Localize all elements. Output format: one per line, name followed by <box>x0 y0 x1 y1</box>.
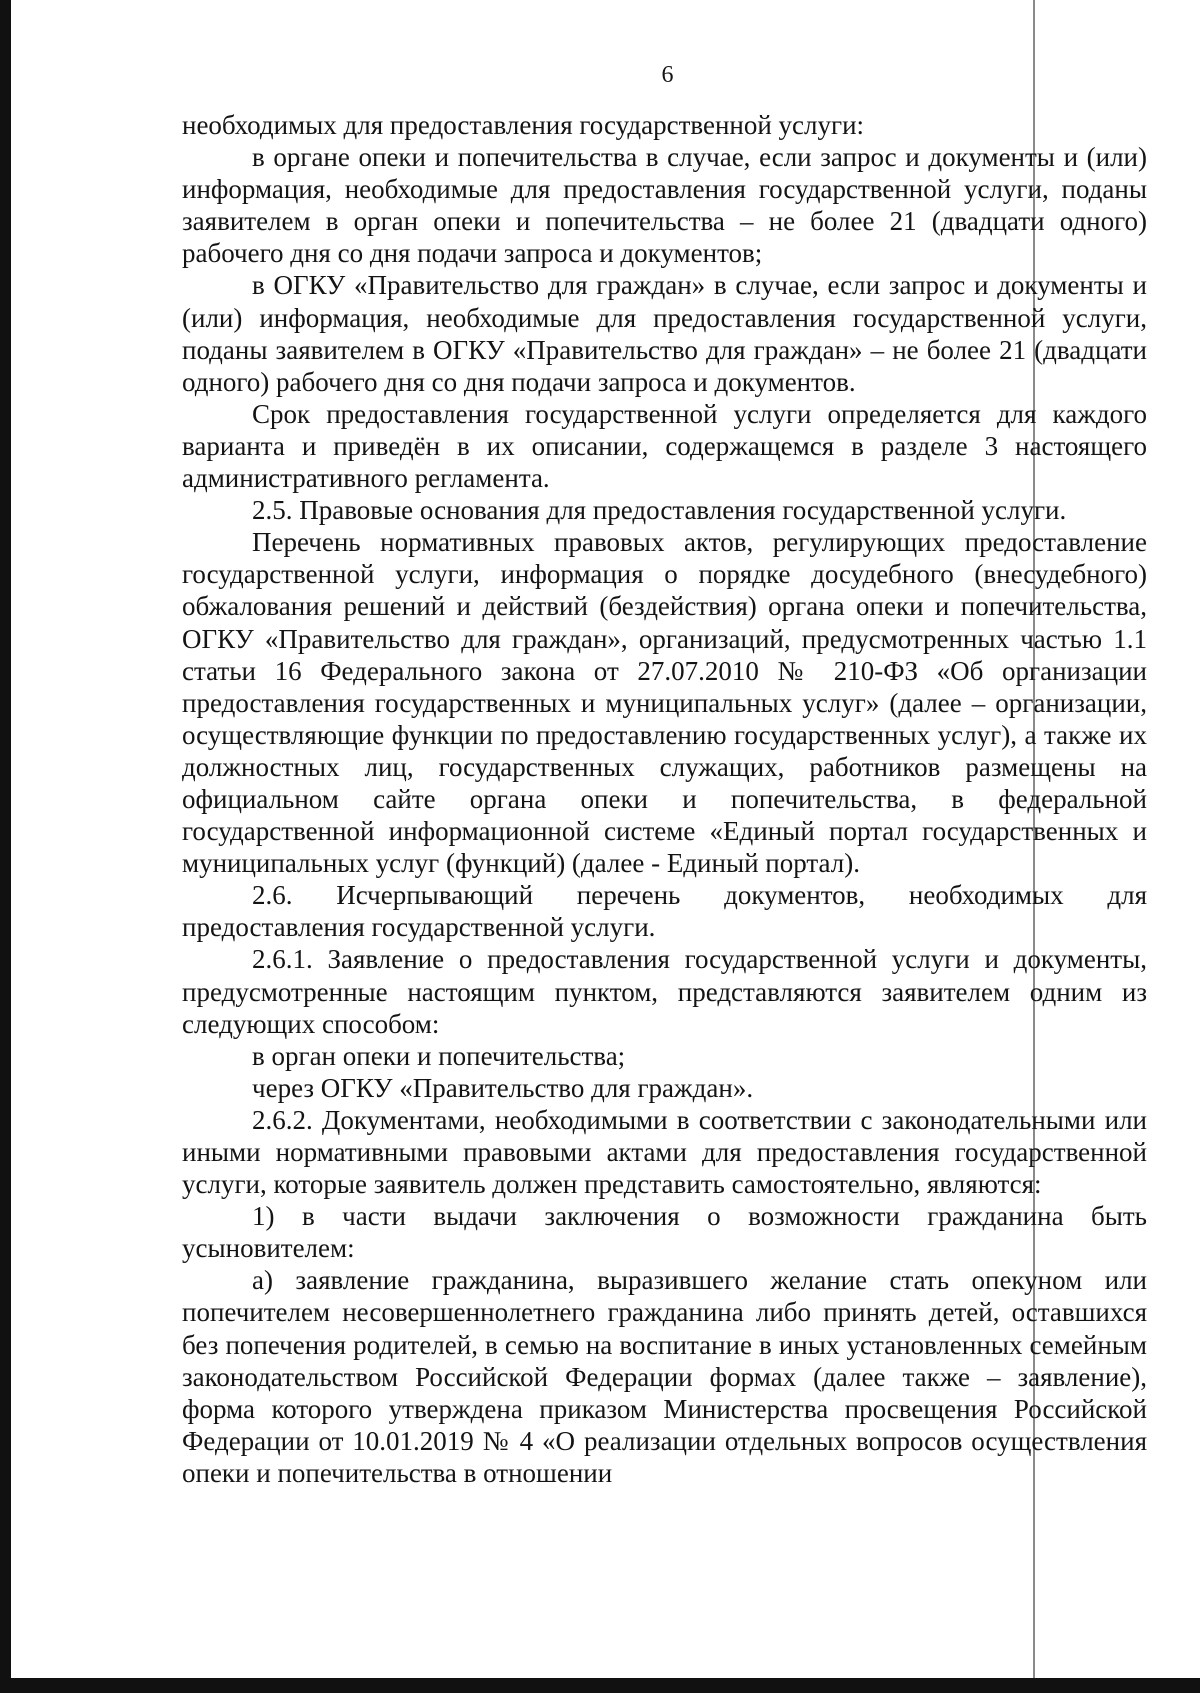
list-item: в орган опеки и попечительства; <box>252 1040 626 1071</box>
section-heading: 2.5. Правовые основания для предоставления государственной услуги. <box>252 495 1067 526</box>
page-number: 6 <box>661 62 674 88</box>
list-item: через ОГКУ «Правительство для граждан». <box>252 1072 754 1103</box>
paragraph-continuation: необходимых для предоставления государственной услуги: <box>182 110 865 140</box>
document-body <box>182 109 1147 1489</box>
list-item: а) заявление гражданина, выразившего желание стать опекуном или попечителем несовершеннолетнего гражданина либо принять детей, оставшихся без попечения родителей, в семью на воспитание в иных установленных семейным законодательством Российской Федерации формах (далее также – заявление), форма которого утверждена приказом Министерства просвещения Российской Федерации от 10.01.2019 № 4 «О реализации отдельных вопросов осуществления опеки и попечительства в отношении <box>182 1265 1147 1488</box>
paragraph: в органе опеки и попечительства в случае, если запрос и документы и (или) информация, необходимые для предоставления государственной услуги, поданы заявителем в орган опеки и попечительства – не более 21 (двадцати одного) рабочего дня со дня подачи запроса и документов; <box>182 142 1147 269</box>
paragraph: 2.6.1. Заявление о предоставления государственной услуги и документы, предусмотренные настоящим пунктом, представляются заявителем одним из следующих способом: <box>182 944 1147 1039</box>
paragraph: в ОГКУ «Правительство для граждан» в случае, если запрос и документы и (или) информация, необходимые для предоставления государственной услуги, поданы заявителем в ОГКУ «Правительство для граждан» – не более 21 (двадцати одного) рабочего дня со дня подачи запроса и документов. <box>182 270 1147 397</box>
paragraph: 2.6.2. Документами, необходимыми в соответствии с законодательными или иными нормативными правовыми актами для предоставления государственной услуги, которые заявитель должен представить самостоятельно, являются: <box>182 1104 1147 1200</box>
scan-border-bottom <box>0 1678 1200 1693</box>
paragraph: Перечень нормативных правовых актов, регулирующих предоставление государственной услуги, информация о порядке досудебного (внесудебного) обжалования решений и действий (бездействия) органа опеки и попечительства, ОГКУ «Правительство для граждан», организаций, предусмотренных частью 1.1 статьи 16 Федерального закона от 27.07.2010 № 210-ФЗ «Об организации предоставления государственных и муниципальных услуг» (далее – организации, осуществляющие функции по предоставлению государственных услуг), а также их должностных лиц, государственных служащих, работников размещены на официальном сайте органа опеки и попечительства, в федеральной государственной информационной системе «Единый портал государственных и муниципальных услуг (функций) (далее - Единый портал). <box>182 527 1147 879</box>
list-item: 1) в части выдачи заключения о возможности гражданина быть усыновителем: <box>182 1201 1147 1264</box>
scan-border-left <box>0 0 11 1693</box>
section-heading: 2.6. Исчерпывающий перечень документов, необходимых для предоставления государственной услуги. <box>182 880 1147 943</box>
paragraph: Срок предоставления государственной услуги определяется для каждого варианта и приведён в их описании, содержащемся в разделе 3 настоящего административного регламента. <box>182 398 1147 494</box>
